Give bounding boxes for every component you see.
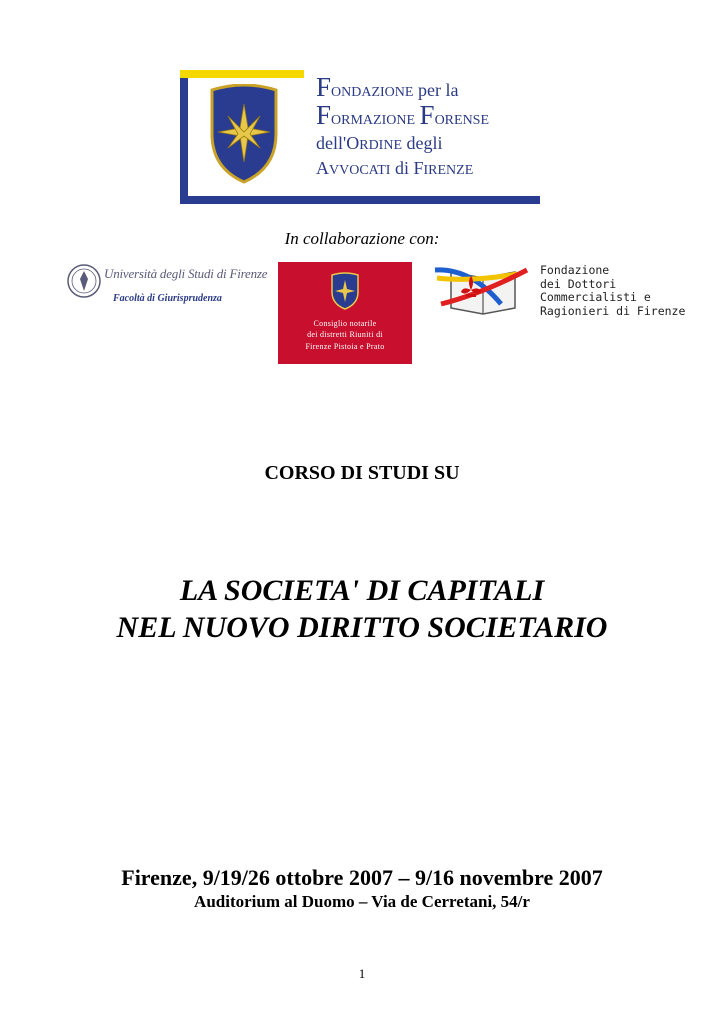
shield-star-icon [204,84,284,186]
commercialisti-line-4: Ragionieri di Firenze [540,303,686,318]
logo-line-1: FONDAZIONE per la [316,72,459,102]
university-logo [66,263,266,311]
foundation-logo-text [316,72,541,182]
logo-line-4: AVVOCATI di FIRENZE [316,158,474,178]
logo-line-2: FORMAZIONE FORENSE [316,100,490,130]
notary-council-logo [278,262,412,364]
course-label: CORSO DI STUDI SU [264,462,460,484]
commercialisti-line-2: dei Dottori [540,276,617,291]
event-venue: Auditorium al Duomo – Via de Cerretani, 54/r [194,892,530,911]
book-lily-icon [431,264,536,320]
university-seal-icon [66,263,102,299]
collaboration-label: In collaborazione con: [284,229,440,248]
university-faculty: Facoltà di Giurisprudenza [113,293,222,304]
commercialisti-line-3: Commercialisti e [540,290,651,304]
event-dates: Firenze, 9/19/26 ottobre 2007 – 9/16 novembre 2007 [121,865,603,890]
foundation-logo [180,70,540,204]
title-line-1: LA SOCIETA' DI CAPITALI [179,574,545,607]
commercialisti-logo [431,263,686,324]
logo-line-3: dell'ORDINE degli [316,133,443,153]
notary-line-1: Consiglio notarile [313,319,377,328]
university-name: Università degli Studi di Firenze [104,266,268,281]
notary-line-2: dei distretti Riuniti di [307,330,383,339]
notary-line-3: Firenze Pistoia e Prato [305,342,385,351]
commercialisti-line-1: Fondazione [540,263,610,277]
page-number: 1 [358,966,366,981]
commercialisti-name [540,264,685,318]
title-line-2: NEL NUOVO DIRITTO SOCIETARIO [116,611,608,644]
notary-shield-icon [330,272,360,310]
